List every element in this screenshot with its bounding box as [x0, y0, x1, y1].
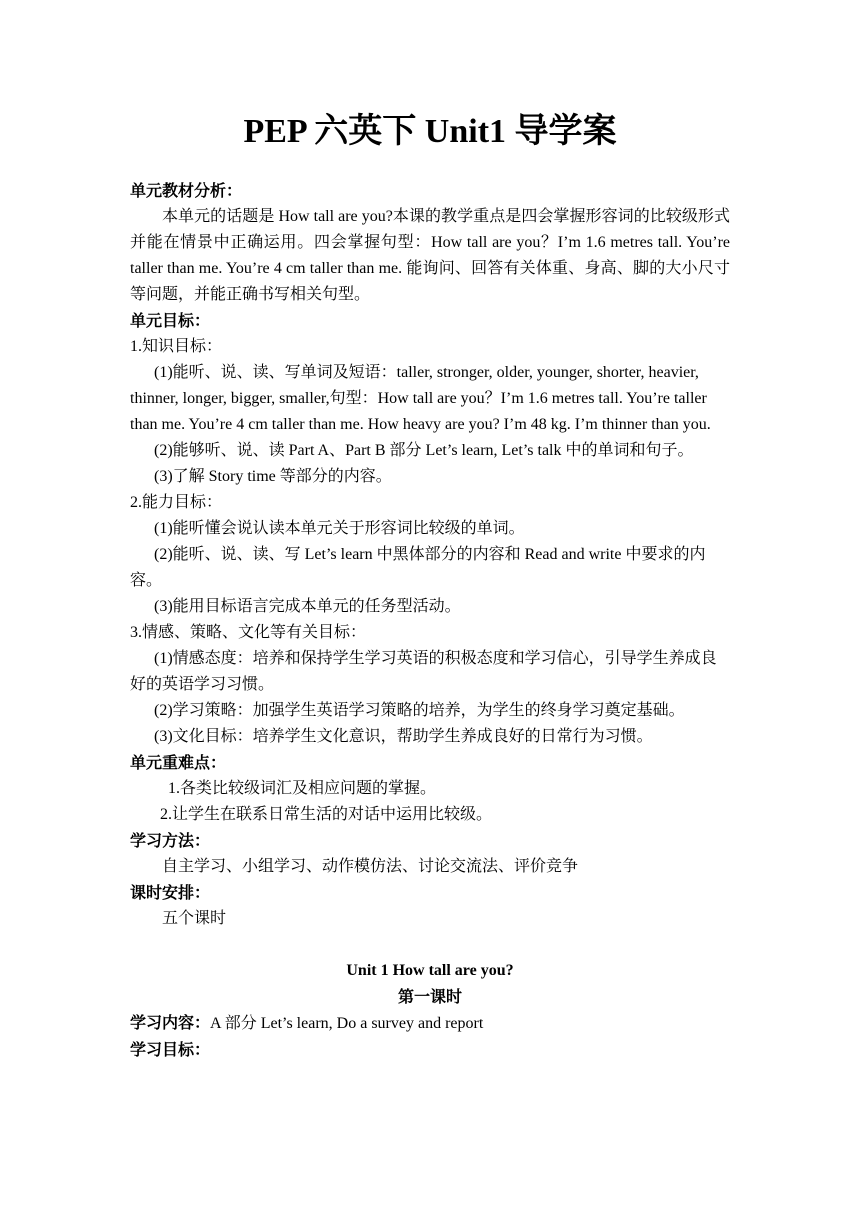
- document-title: PEP 六英下 Unit1 导学案: [243, 113, 617, 150]
- knowledge-heading: 1.知识目标：: [130, 338, 223, 355]
- content-line: [130, 1010, 730, 1037]
- emotion-heading: 3.情感、策略、文化等有关目标：: [130, 624, 367, 641]
- ability-item-3: (3)能用目标语言完成本单元的任务型活动。: [154, 598, 461, 615]
- method-heading: 学习方法：: [130, 831, 211, 850]
- emotion-item-1: (1)情感态度：培养和保持学生学习英语的积极态度和学习信心，引导学生养成良好的英语学习习惯。: [130, 650, 717, 693]
- key-point-2: 2.让学生在联系日常生活的对话中运用比较级。: [160, 806, 493, 823]
- objectives-label: 学习目标：: [130, 1040, 211, 1059]
- analysis-heading: 单元教材分析：: [130, 181, 243, 200]
- ability-item-2: (2)能听、说、读、写 Let’s learn 中黑体部分的内容和 Read and write 中要求的内容。: [130, 546, 706, 589]
- spacer: [130, 932, 730, 958]
- goals-heading: 单元目标：: [130, 311, 211, 330]
- content-text: A 部分 Let’s learn, Do a survey and report: [210, 1015, 484, 1032]
- unit-title: Unit 1 How tall are you?: [346, 962, 514, 979]
- lesson-title: 第一课时: [397, 987, 462, 1006]
- content-label: 学习内容：: [130, 1013, 211, 1032]
- schedule-text: 五个课时: [162, 910, 227, 927]
- key-point-1: 1.各类比较级词汇及相应问题的掌握。: [168, 780, 437, 797]
- ability-item-1: (1)能听懂会说认读本单元关于形容词比较级的单词。: [154, 520, 525, 537]
- document-body: [130, 178, 730, 1063]
- emotion-item-2: (2)学习策略：加强学生英语学习策略的培养，为学生的终身学习奠定基础。: [154, 702, 685, 719]
- knowledge-item-3: (3)了解 Story time 等部分的内容。: [154, 468, 392, 485]
- knowledge-item-2: (2)能够听、说、读 Part A、Part B 部分 Let’s learn, Let’s talk 中的单词和句子。: [154, 442, 694, 459]
- key-points-heading: 单元重难点：: [130, 753, 227, 772]
- schedule-heading: 课时安排：: [130, 883, 211, 902]
- analysis-text: 本单元的话题是 How tall are you?本课的教学重点是四会掌握形容词的比较级形式并能在情景中正确运用。四会掌握句型：How tall are you？I’m 1.6 metres tall. You’re taller than me. You’re 4 cm taller than me. 能询问、回答有关体重、身高、脚的大小尺寸等问题，并能正确书写相关句型。: [130, 208, 730, 303]
- method-text: 自主学习、小组学习、动作模仿法、讨论交流法、评价竞争: [162, 858, 579, 875]
- emotion-item-3: (3)文化目标：培养学生文化意识，帮助学生养成良好的日常行为习惯。: [154, 728, 653, 745]
- ability-heading: 2.能力目标：: [130, 494, 223, 511]
- knowledge-item-1: (1)能听、说、读、写单词及短语：taller, stronger, older, younger, shorter, heavier, thinner, longer, bigger, smaller,句型：How tall are you？I’m 1.6 metres tall. You’re taller than me. You’re 4 cm taller than me. How heavy are you? I’m 48 kg. I’m thinner than you.: [130, 364, 711, 433]
